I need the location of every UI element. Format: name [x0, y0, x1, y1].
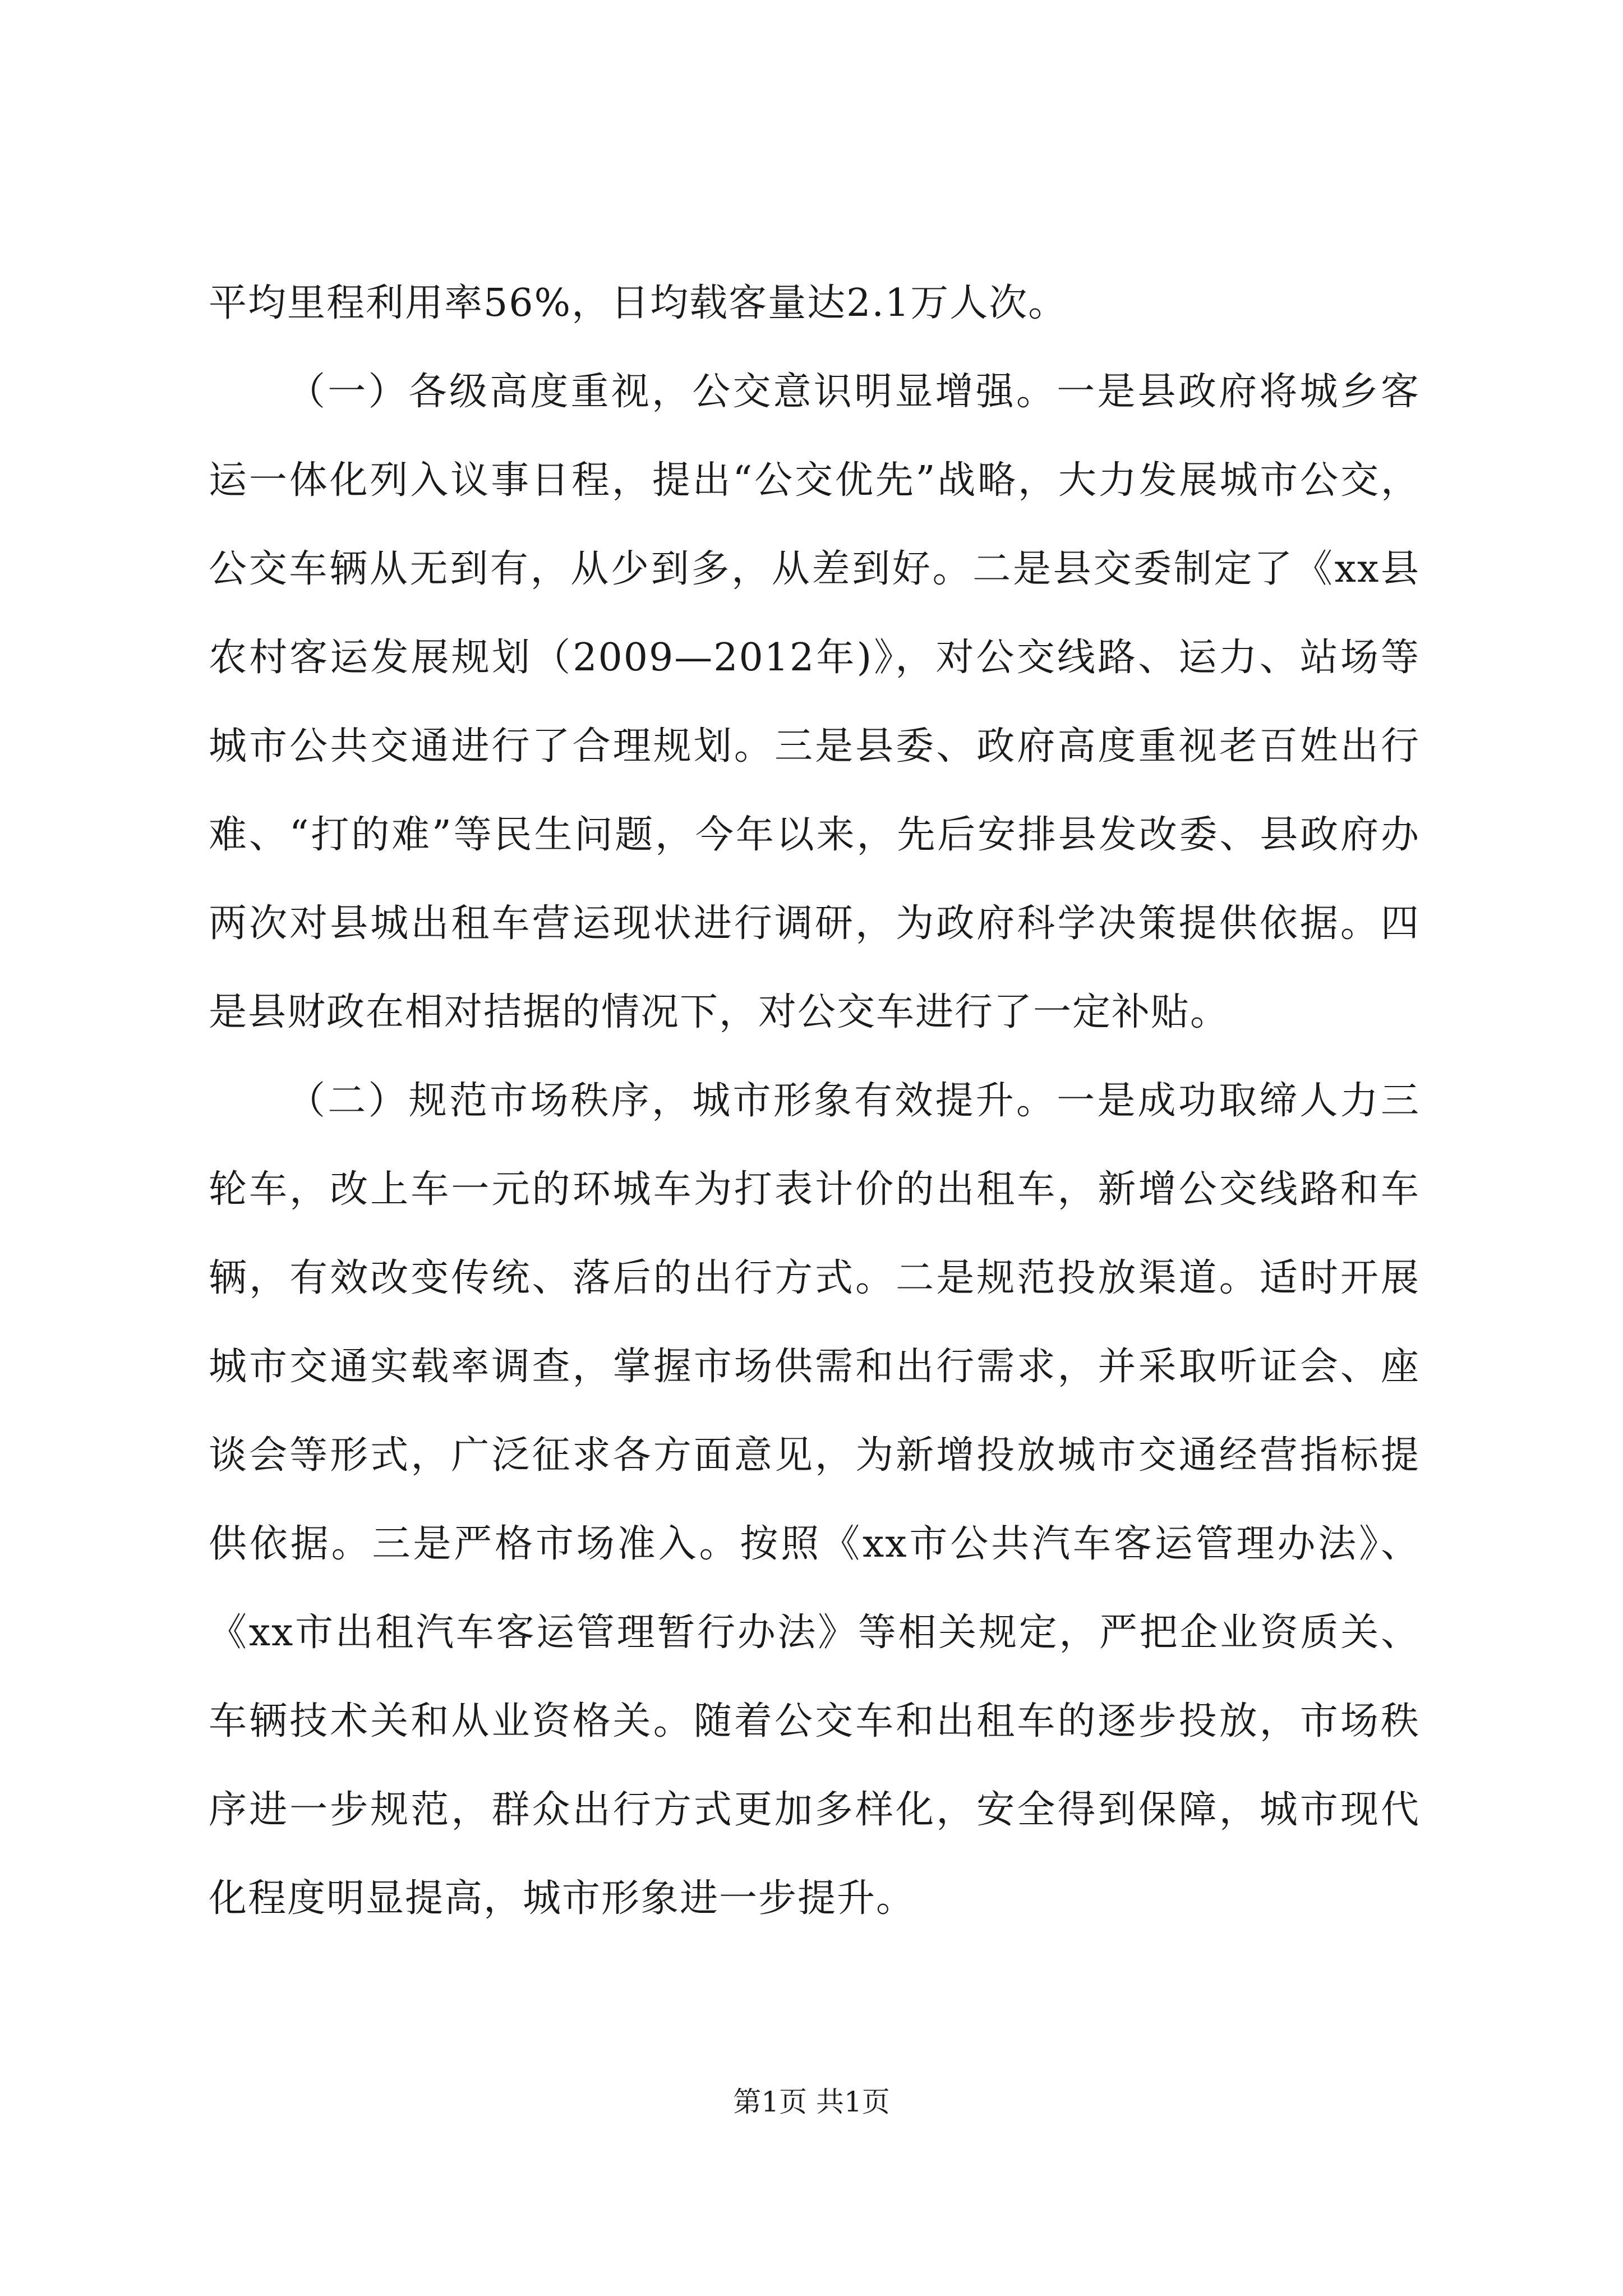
paragraph-section-1: （一）各级高度重视，公交意识明显增强。一是县政府将城乡客运一体化列入议事日程，提出“公交优先”战略，大力发展城市公交，公交车辆从无到有，从少到多，从差到好。二是县交委制定了《xx县农村客运发展规划（2009—2012年)》，对公交线路、运力、站场等城市公共交通进行了合理规划。三是县委、政府高度重视老百姓出行难、“打的难”等民生问题，今年以来，先后安排县发改委、县政府办两次对县城出租车营运现状进行调研，为政府科学决策提供依据。四是县财政在相对拮据的情况下，对公交车进行了一定补贴。 — [209, 370, 1420, 1034]
paragraph-section-2: （二）规范市场秩序，城市形象有效提升。一是成功取缔人力三轮车，改上车一元的环城车为打表计价的出租车，新增公交线路和车辆，有效改变传统、落后的出行方式。二是规范投放渠道。适时开展城市交通实载率调查，掌握市场供需和出行需求，并采取听证会、座谈会等形式，广泛征求各方面意见，为新增投放城市交通经营指标提供依据。三是严格市场准入。按照《xx市公共汽车客运管理办法》、《xx市出租汽车客运管理暂行办法》等相关规定，严把企业资质关、车辆技术关和从业资格关。随着公交车和出租车的逐步投放，市场秩序进一步规范，群众出行方式更加多样化，安全得到保障，城市现代化程度明显提高，城市形象进一步提升。 — [209, 1079, 1420, 1921]
page-footer: 第1页 共1页 — [733, 2086, 890, 2118]
document-body — [209, 259, 1420, 1943]
paragraph-intro: 平均里程利用率56%，日均载客量达2.1万人次。 — [209, 281, 1068, 325]
